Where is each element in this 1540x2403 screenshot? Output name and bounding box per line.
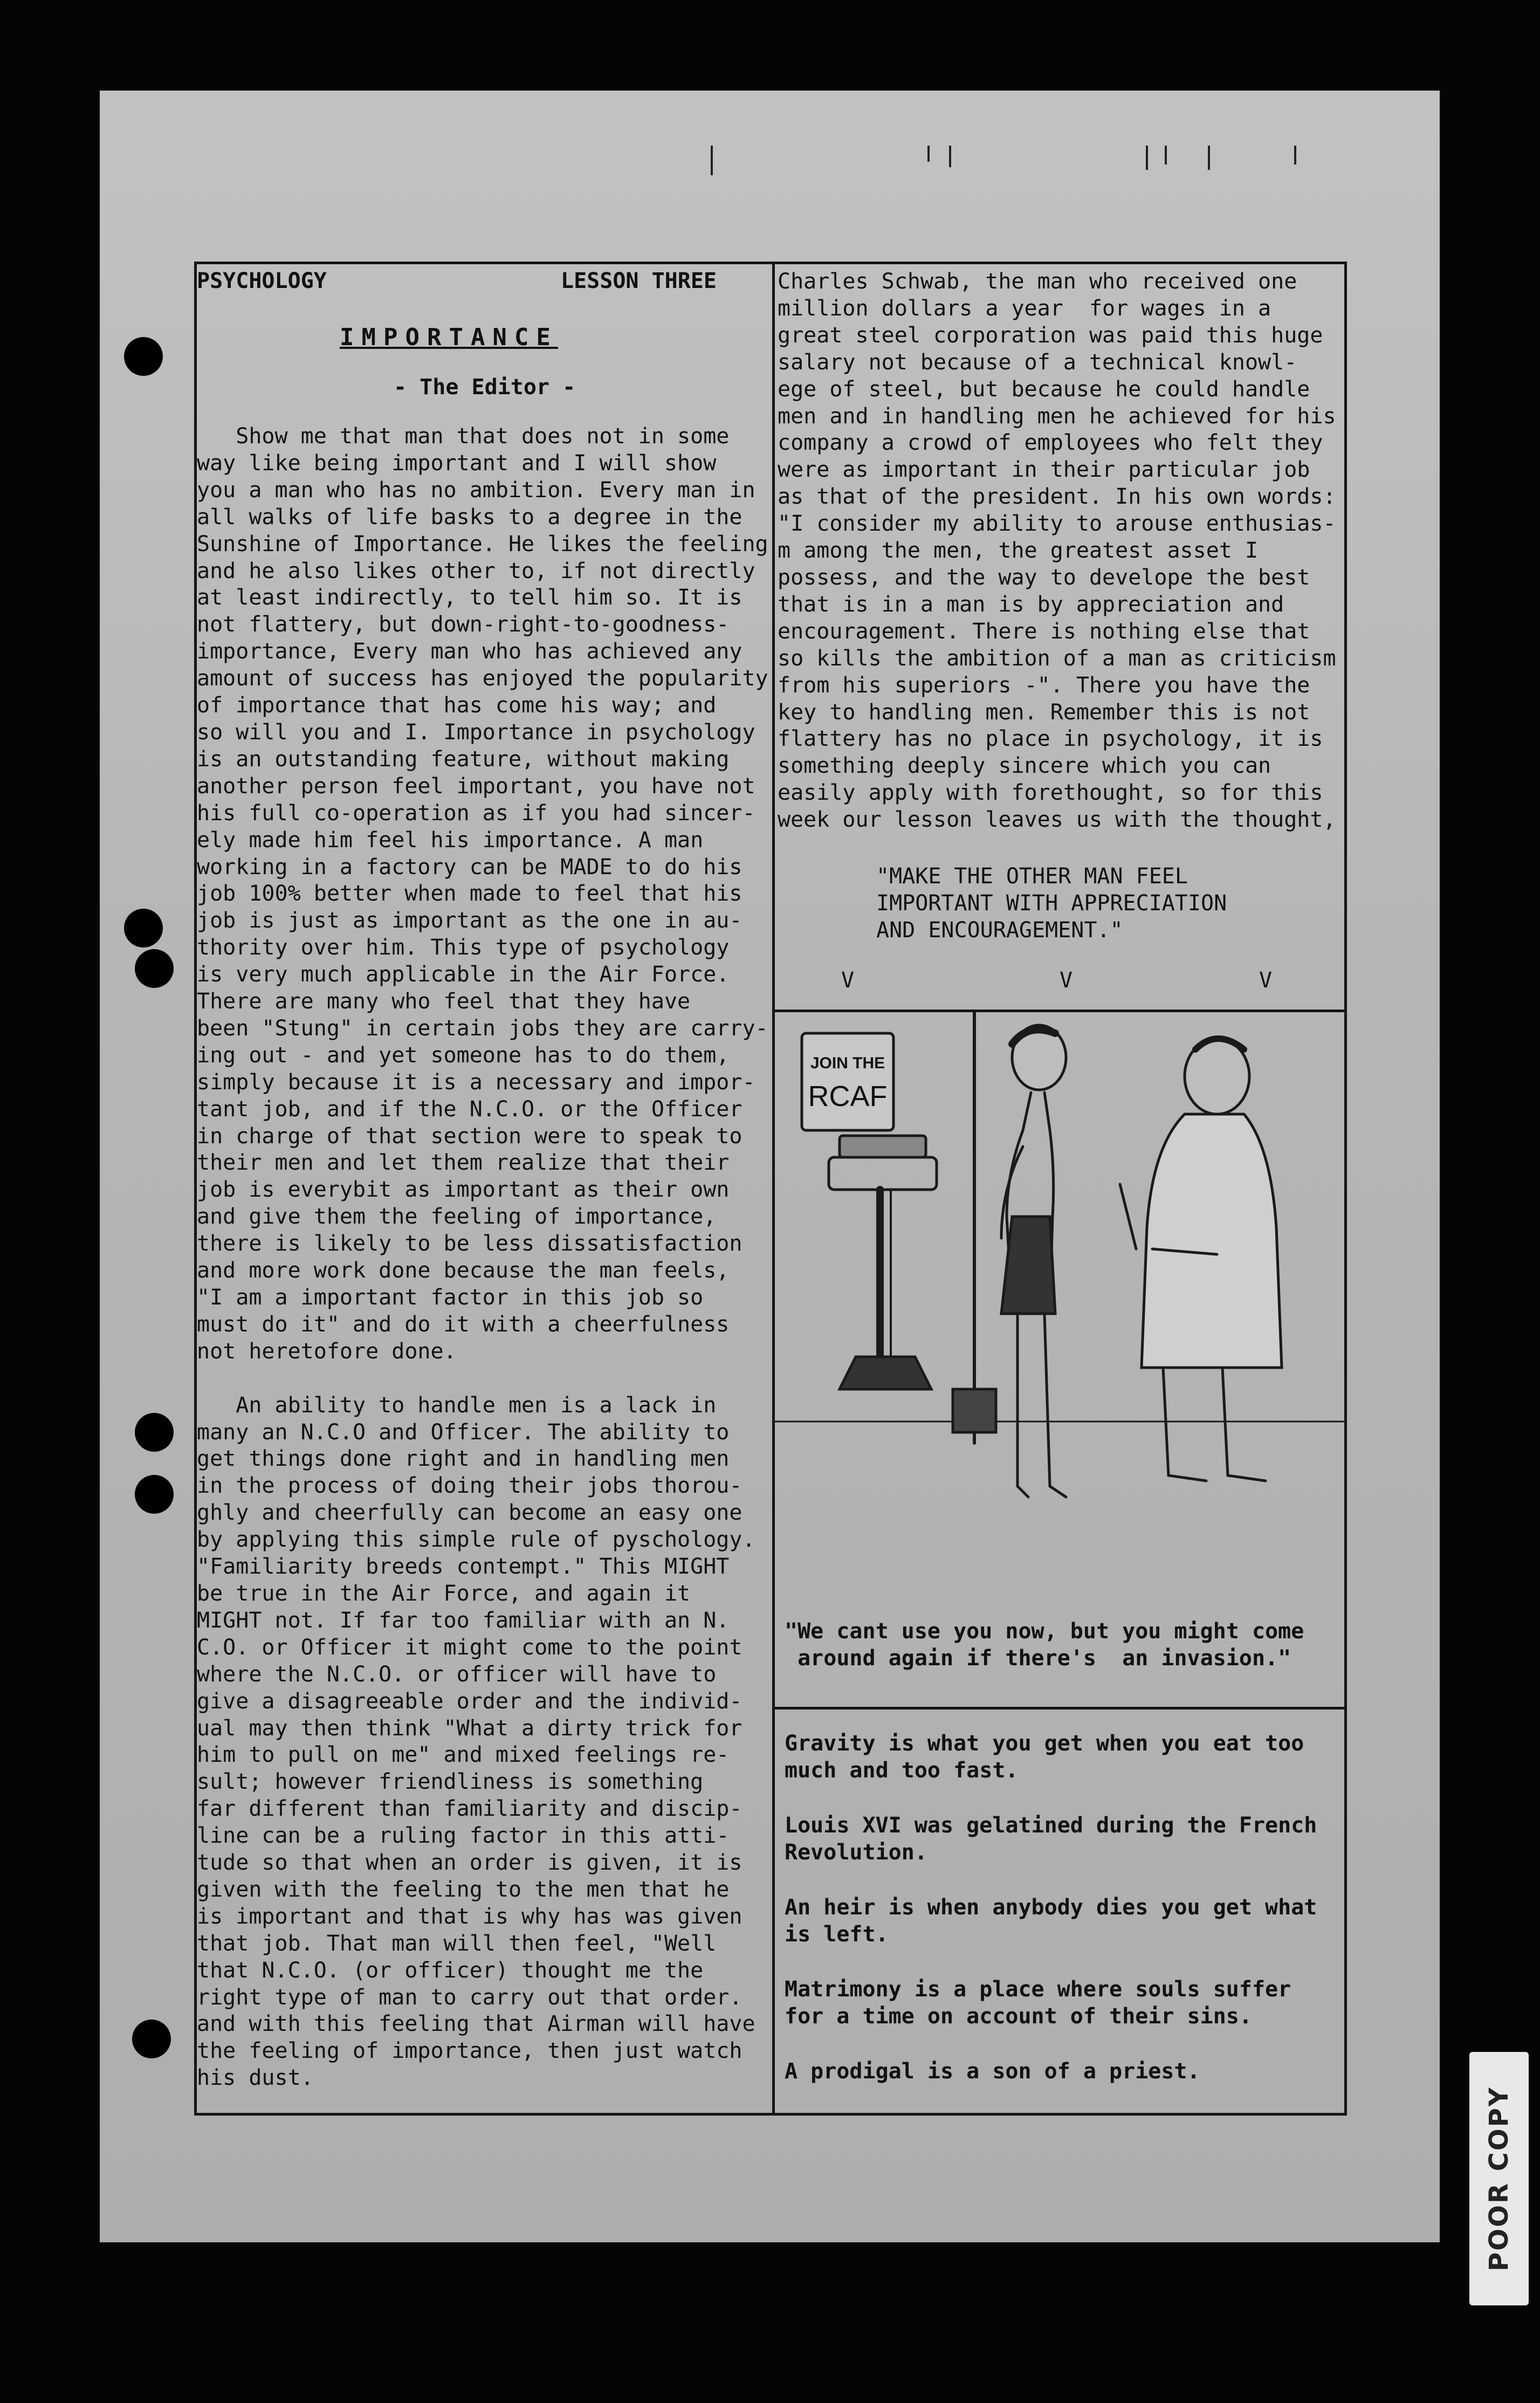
text-line: not flattery, but down-right-to-goodness- xyxy=(197,612,730,637)
motto-line: AND ENCOURAGEMENT." xyxy=(876,918,1123,943)
joke-item: An heir is when anybody dies you get what is left. xyxy=(785,1895,1317,1947)
text-line: another person feel important, you have not xyxy=(197,773,755,799)
text-line: way like being important and I will show xyxy=(197,450,717,476)
text-line: tude so that when an order is given, it is xyxy=(197,1850,742,1876)
text-line: line can be a ruling factor in this atti- xyxy=(197,1823,730,1849)
text-line: Sunshine of Importance. He likes the feeling xyxy=(197,531,768,557)
punch-hole xyxy=(124,337,163,376)
text-line: job 100% better when made to feel that his xyxy=(197,881,742,907)
text-line: and with this feeling that Airman will have xyxy=(197,2011,755,2037)
v-mark: V xyxy=(1259,968,1273,993)
sign-line-1: JOIN THE xyxy=(810,1054,885,1072)
smudge-mark xyxy=(1294,146,1296,164)
article-title: IMPORTANCE xyxy=(340,324,558,351)
text-line: sult; however friendliness is something xyxy=(197,1769,704,1795)
text-line: key to handling men. Remember this is not xyxy=(778,699,1310,725)
text-line: there is likely to be less dissatisfaction xyxy=(197,1231,742,1257)
text-line: that is in a man is by appreciation and xyxy=(778,592,1284,617)
rcaf-cartoon xyxy=(775,1012,1344,1605)
jokes-section xyxy=(785,1730,1317,2113)
text-line: so will you and I. Importance in psychology xyxy=(197,719,755,745)
text-line: where the N.C.O. or officer will have to xyxy=(197,1661,717,1687)
text-line: and he also likes other to, if not directly xyxy=(197,558,755,583)
text-line: his full co-operation as if you had sincer- xyxy=(197,800,755,826)
text-line: that N.C.O. (or officer) thought me the xyxy=(197,1958,704,1983)
text-line: must do it" and do it with a cheerfulness xyxy=(197,1312,730,1337)
poor-copy-stamp xyxy=(1469,2052,1529,2305)
smudge-mark xyxy=(949,146,951,167)
text-line: easily apply with forethought, so for this xyxy=(778,780,1323,806)
text-line: Show me that man that does not in some xyxy=(197,424,730,449)
text-line: in the process of doing their jobs thorou- xyxy=(197,1473,742,1499)
caption-line: around again if there's an invasion." xyxy=(785,1646,1291,1671)
text-line: Charles Schwab, the man who received one xyxy=(778,269,1297,294)
punch-hole xyxy=(135,1413,174,1452)
text-line: ing out - and yet someone has to do them, xyxy=(197,1042,730,1068)
text-line: him to pull on me" and mixed feelings re- xyxy=(197,1742,730,1768)
text-line: given with the feeling to the men that he xyxy=(197,1877,730,1902)
text-line: that job. That man will then feel, "Well xyxy=(197,1931,717,1956)
punch-hole xyxy=(135,1475,174,1514)
text-line: flattery has no place in psychology, it is xyxy=(778,726,1323,752)
text-line: "I am a important factor in this job so xyxy=(197,1285,704,1310)
text-line: give a disagreeable order and the individ- xyxy=(197,1688,742,1714)
text-line: amount of success has enjoyed the popularity xyxy=(197,666,768,691)
punch-hole xyxy=(124,909,163,948)
sign-line-2: RCAF xyxy=(808,1080,888,1113)
text-line: C.O. or Officer it might come to the point xyxy=(197,1635,742,1660)
stamp-text: POOR COPY xyxy=(1484,2086,1514,2271)
text-line: "I consider my ability to arouse enthusias- xyxy=(778,511,1336,537)
smudge-mark xyxy=(1208,146,1210,170)
text-line: be true in the Air Force, and again it xyxy=(197,1581,691,1606)
text-line: possess, and the way to develope the best xyxy=(778,565,1310,590)
text-line: his dust. xyxy=(197,2065,314,2091)
text-line: in charge of that section were to speak to xyxy=(197,1123,742,1149)
text-line: far different than familiarity and discip- xyxy=(197,1796,742,1822)
joke-item: Gravity is what you get when you eat too much and too fast. xyxy=(785,1731,1304,1783)
text-line: is important and that is why has was given xyxy=(197,1904,742,1929)
text-line: and more work done because the man feels, xyxy=(197,1258,730,1283)
joke-item: Louis XVI was gelatined during the French Revolution. xyxy=(785,1813,1317,1865)
left-column-text xyxy=(197,423,768,2092)
text-line: many an N.C.O and Officer. The ability to xyxy=(197,1419,730,1445)
text-line: right type of man to carry out that order. xyxy=(197,1985,742,2010)
text-line: from his superiors -". There you have the xyxy=(778,672,1310,698)
text-line: not heretofore done. xyxy=(197,1338,457,1364)
text-line: company a crowd of employees who felt they xyxy=(778,430,1323,456)
text-line: you a man who has no ambition. Every man in xyxy=(197,477,755,503)
smudge-mark xyxy=(1146,146,1148,170)
text-line xyxy=(197,1365,768,1392)
punch-hole xyxy=(132,2020,171,2058)
text-line: There are many who feel that they have xyxy=(197,989,691,1014)
text-line: An ability to handle men is a lack in xyxy=(197,1392,717,1418)
smudge-mark xyxy=(1165,146,1167,164)
text-line: great steel corporation was paid this huge xyxy=(778,322,1323,348)
text-line: at least indirectly, to tell him so. It is xyxy=(197,585,742,610)
cartoon-bottom-rule xyxy=(775,1707,1347,1709)
text-line: ege of steel, but because he could handle xyxy=(778,376,1310,402)
text-line: "Familiarity breeds contempt." This MIGHT xyxy=(197,1554,730,1580)
text-line: simply because it is a necessary and impor- xyxy=(197,1069,755,1095)
text-line: ghly and cheerfully can become an easy one xyxy=(197,1500,742,1526)
text-line: job is everybit as important as their own xyxy=(197,1177,730,1203)
text-line: get things done right and in handling men xyxy=(197,1446,730,1472)
text-line: as that of the president. In his own words: xyxy=(778,484,1336,510)
joke-item: A prodigal is a son of a priest. xyxy=(785,2059,1200,2084)
text-line: and give them the feeling of importance, xyxy=(197,1204,717,1230)
article-byline: - The Editor - xyxy=(394,375,576,400)
punch-hole xyxy=(135,949,174,988)
text-line: were as important in their particular job xyxy=(778,457,1310,483)
v-mark: V xyxy=(1060,968,1073,993)
text-line: MIGHT not. If far too familiar with an N. xyxy=(197,1608,730,1633)
text-line: by applying this simple rule of pyschology. xyxy=(197,1527,755,1553)
text-line: been "Stung" in certain jobs they are carry- xyxy=(197,1015,768,1041)
text-line: so kills the ambition of a man as criticism xyxy=(778,646,1336,671)
text-line: ely made him feel his importance. A man xyxy=(197,827,704,853)
lesson-label: LESSON THREE xyxy=(561,269,717,293)
v-mark: V xyxy=(841,968,855,993)
motto-line: IMPORTANT WITH APPRECIATION xyxy=(876,891,1227,916)
text-line: job is just as important as the one in au- xyxy=(197,908,742,933)
text-line: ual may then think "What a dirty trick for xyxy=(197,1715,742,1741)
text-line: men and in handling men he achieved for his xyxy=(778,403,1336,429)
text-line: salary not because of a technical knowl- xyxy=(778,349,1297,375)
section-label: PSYCHOLOGY xyxy=(197,269,327,293)
text-line: all walks of life basks to a degree in the xyxy=(197,504,742,530)
text-line: thority over him. This type of psychology xyxy=(197,935,730,960)
text-line: of importance that has come his way; and xyxy=(197,693,717,718)
joke-item: Matrimony is a place where souls suffer for a time on account of their sins. xyxy=(785,1977,1291,2029)
smudge-mark xyxy=(711,146,713,175)
text-line: encouragement. There is nothing else that xyxy=(778,619,1310,644)
text-line: is very much applicable in the Air Force. xyxy=(197,962,730,987)
text-line: the feeling of importance, then just watch xyxy=(197,2038,742,2064)
text-line: m among the men, the greatest asset I xyxy=(778,538,1259,564)
cartoon-caption xyxy=(785,1618,1304,1672)
text-line: tant job, and if the N.C.O. or the Officer xyxy=(197,1096,742,1122)
text-line: working in a factory can be MADE to do his xyxy=(197,854,742,880)
text-line: importance, Every man who has achieved any xyxy=(197,639,742,664)
text-line: something deeply sincere which you can xyxy=(778,753,1271,779)
right-column-text xyxy=(778,269,1336,834)
text-line: is an outstanding feature, without making xyxy=(197,746,730,772)
lesson-motto xyxy=(876,863,1227,944)
text-line: million dollars a year for wages in a xyxy=(778,296,1271,321)
text-line: their men and let them realize that their xyxy=(197,1150,730,1176)
motto-line: "MAKE THE OTHER MAN FEEL xyxy=(876,864,1188,889)
caption-line: "We cant use you now, but you might come xyxy=(785,1619,1304,1644)
smudge-mark xyxy=(927,146,930,162)
text-line: week our lesson leaves us with the thought, xyxy=(778,807,1336,833)
